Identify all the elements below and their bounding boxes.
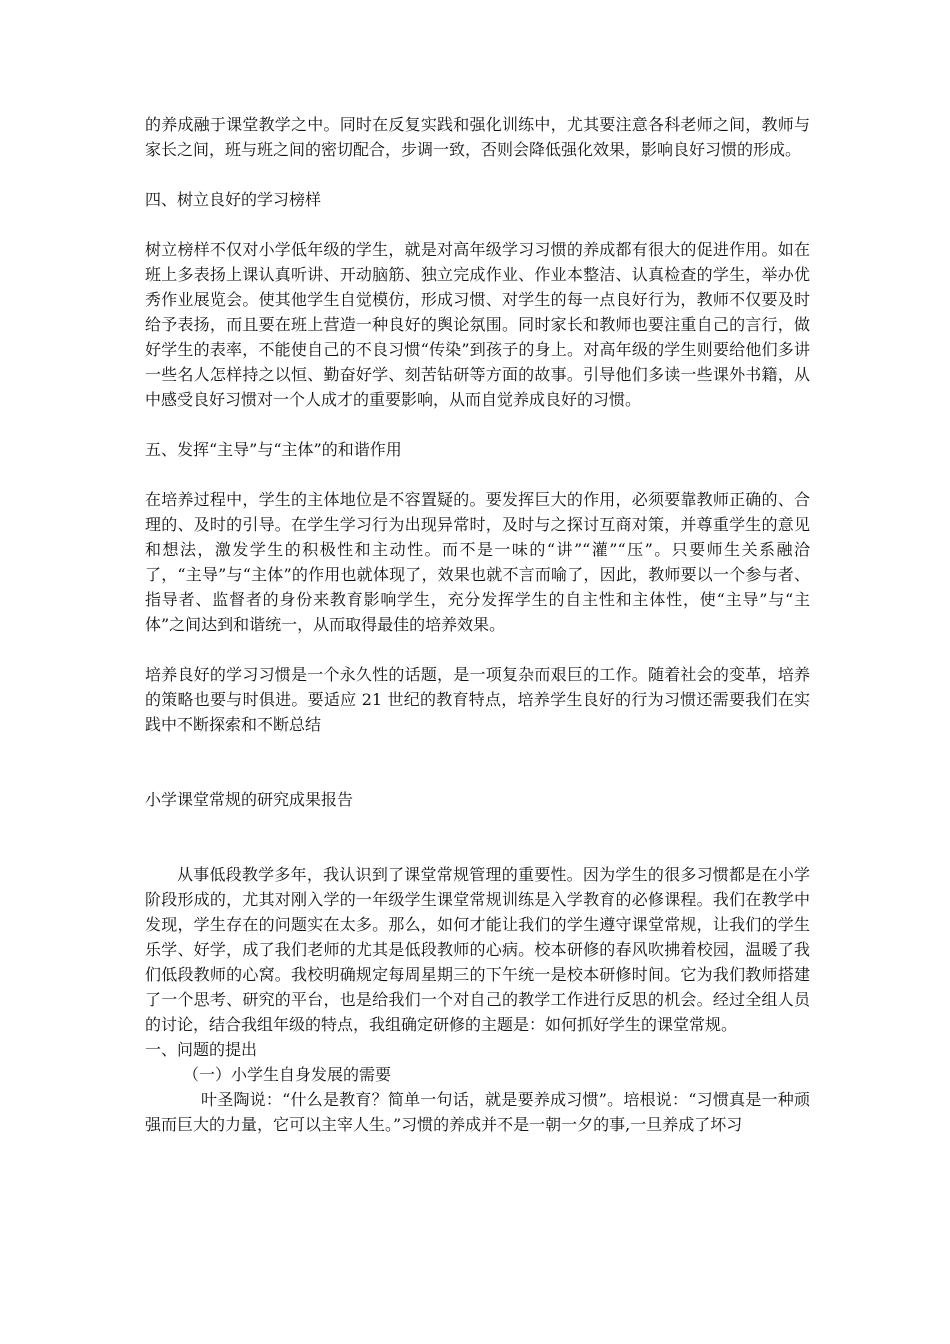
heading-section-4: 四、树立良好的学习榜样 <box>145 190 322 209</box>
paragraph-guide-and-subject: 在培养过程中，学生的主体地位是不容置疑的。要发挥巨大的作用，必须要靠教师正确的、合理的、及时的引导。在学生学习行为出现异常时，及时与之探讨互商对策，并尊重学生的意见和想法，激发学生的积极性和主动性。而不是一味的“讲”“灌”“压”。只要师生关系融洽了，“主导”与“主体”的作用也就体现了，效果也就不言而喻了，因此，教师要以一个参与者、指导者、监督者的身份来教育影响学生，充分发挥学生的自主性和主体性，使“主导”与“主体”之间达到和谐统一，从而取得最佳的培养效果。 <box>145 490 810 634</box>
heading-problem-raised: 一、问题的提出 <box>145 1040 258 1059</box>
paragraph-role-models: 树立榜样不仅对小学低年级的学生，就是对高年级学习习惯的养成都有很大的促进作用。如在班上多表扬上课认真听讲、开动脑筋、独立完成作业、作业本整洁、认真检查的学生，举办优秀作业展览会。使其他学生自觉模仿，形成习惯、对学生的每一点良好行为，教师不仅要及时给予表扬，而且要在班上营造一种良好的舆论氛围。同时家长和教师也要注重自己的言行，做好学生的表率，不能使自己的不良习惯“传染”到孩子的身上。对高年级的学生则要给他们多讲一些名人怎样持之以恒、勤奋好学、刻苦钻研等方面的故事。引导他们多读一些课外书籍，从中感受良好习惯对一个人成才的重要影响，从而自觉养成良好的习惯。 <box>145 240 810 409</box>
paragraph-report-intro: 从事低段教学多年，我认识到了课堂常规管理的重要性。因为学生的很多习惯都是在小学阶段形成的，尤其对刚入学的一年级学生课堂常规训练是入学教育的必修课程。我们在教学中发现，学生存在的问题实在太多。那么，如何才能让我们的学生遵守课堂常规，让我们的学生乐学、好学，成了我们老师的尤其是低段教师的心病。校本研修的春风吹拂着校园，温暖了我们低段教师的心窝。我校明确规定每周星期三的下午统一是校本研修时间。它为我们教师搭建了一个思考、研究的平台，也是给我们一个对自己的教学工作进行反思的机会。经过全组人员的讨论，结合我组年级的特点，我组确定研修的主题是：如何抓好学生的课堂常规。 <box>145 865 810 1034</box>
document-page <box>145 112 810 1137</box>
paragraph-conclusion: 培养良好的学习习惯是一个永久性的话题，是一项复杂而艰巨的工作。随着社会的变革，培养的策略也要与时俱进。要适应 21 世纪的教育特点，培养学生良好的行为习惯还需要我们在实践中不断探索和不断总结 <box>145 665 810 734</box>
paragraph-habit-formation: 的养成融于课堂教学之中。同时在反复实践和强化训练中，尤其要注意各科老师之间，教师与家长之间，班与班之间的密切配合，步调一致，否则会降低强化效果，影响良好习惯的形成。 <box>145 115 810 159</box>
heading-section-5: 五、发挥“主导”与“主体”的和谐作用 <box>145 440 402 459</box>
subheading-student-development: （一）小学生自身发展的需要 <box>183 1065 392 1084</box>
report-title: 小学课堂常规的研究成果报告 <box>145 790 354 809</box>
paragraph-quotes: 叶圣陶说：“什么是教育？简单一句话，就是要养成习惯”。培根说：“习惯真是一种顽强而巨大的力量，它可以主宰人生。”习惯的养成并不是一朝一夕的事,一旦养成了坏习 <box>145 1090 810 1134</box>
